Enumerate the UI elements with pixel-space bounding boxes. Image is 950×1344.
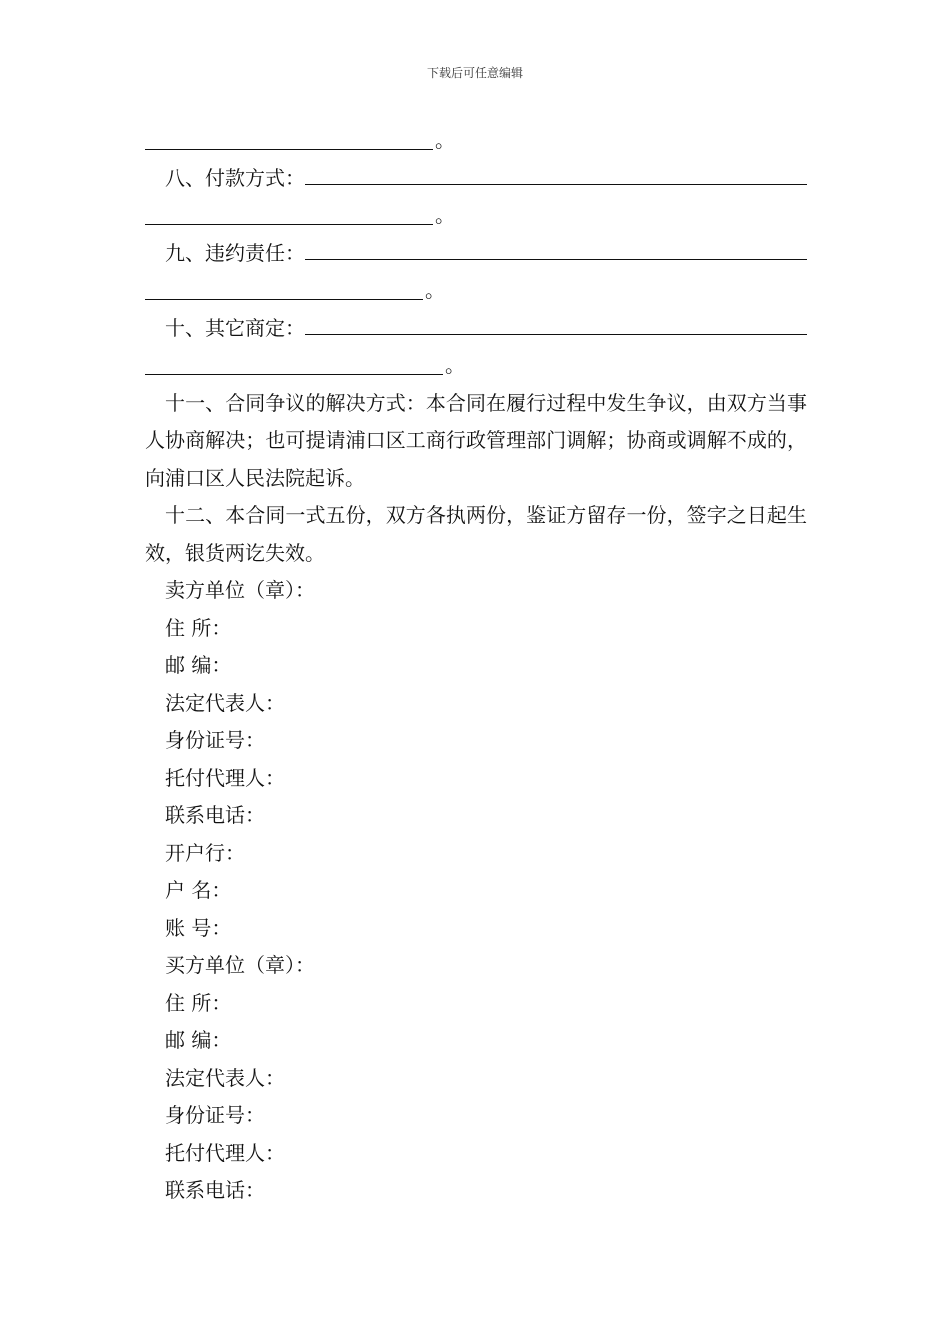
blank-line[interactable] [305, 237, 807, 260]
blank-line[interactable] [305, 312, 807, 335]
clause-10-continuation [145, 347, 807, 385]
page-header: 下载后可任意编辑 [426, 66, 523, 80]
clause-label: 九、违约责任： [165, 240, 305, 265]
clause-label: 八、付款方式： [165, 165, 305, 190]
document-body [145, 122, 807, 1210]
seller-account-name-label: 户 名： [165, 878, 232, 902]
seller-legal-rep-label: 法定代表人： [165, 690, 285, 715]
blank-line[interactable] [145, 202, 433, 225]
buyer-phone-label: 联系电话： [165, 1178, 265, 1202]
seller-address-label: 住 所： [165, 615, 232, 640]
blank-line[interactable] [145, 277, 423, 300]
seller-id-number-label: 身份证号： [165, 728, 265, 752]
clause-9 [145, 235, 807, 273]
seller-account-number-label: 账 号： [165, 915, 232, 940]
buyer-legal-rep-label: 法定代表人： [165, 1065, 285, 1090]
period: 。 [425, 278, 445, 302]
seller-bank-label: 开户行： [165, 840, 245, 865]
seller-agent-label: 托付代理人： [165, 765, 285, 790]
period: 。 [445, 353, 465, 377]
buyer-postcode-label: 邮 编： [165, 1028, 232, 1052]
seller-phone-label: 联系电话： [165, 803, 265, 827]
buyer-agent-label: 托付代理人： [165, 1140, 285, 1165]
continuation-line [145, 122, 807, 160]
buyer-id-number-label: 身份证号： [165, 1103, 265, 1127]
blank-line[interactable] [145, 352, 443, 375]
clause-label: 十、其它商定： [165, 315, 305, 340]
buyer-address-label: 住 所： [165, 990, 232, 1015]
blank-line[interactable] [305, 162, 807, 185]
seller-postcode-label: 邮 编： [165, 653, 232, 677]
buyer-title: 买方单位（章）： [165, 953, 315, 977]
clause-11: 十一、合同争议的解决方式：本合同在履行过程中发生争议，由双方当事人协商解决；也可提请浦口区工商行政管理部门调解；协商或调解不成的，向浦口区人民法院起诉。 [145, 390, 807, 490]
clause-8-continuation [145, 197, 807, 235]
clause-12: 十二、本合同一式五份，双方各执两份，鉴证方留存一份，签字之日起生效，银货两讫失效。 [145, 503, 807, 565]
period: 。 [435, 203, 455, 227]
clause-10 [145, 310, 807, 348]
clause-9-continuation [145, 272, 807, 310]
clause-8 [145, 160, 807, 198]
period: 。 [435, 128, 455, 152]
seller-title: 卖方单位（章）： [165, 578, 315, 602]
blank-line[interactable] [145, 127, 433, 150]
